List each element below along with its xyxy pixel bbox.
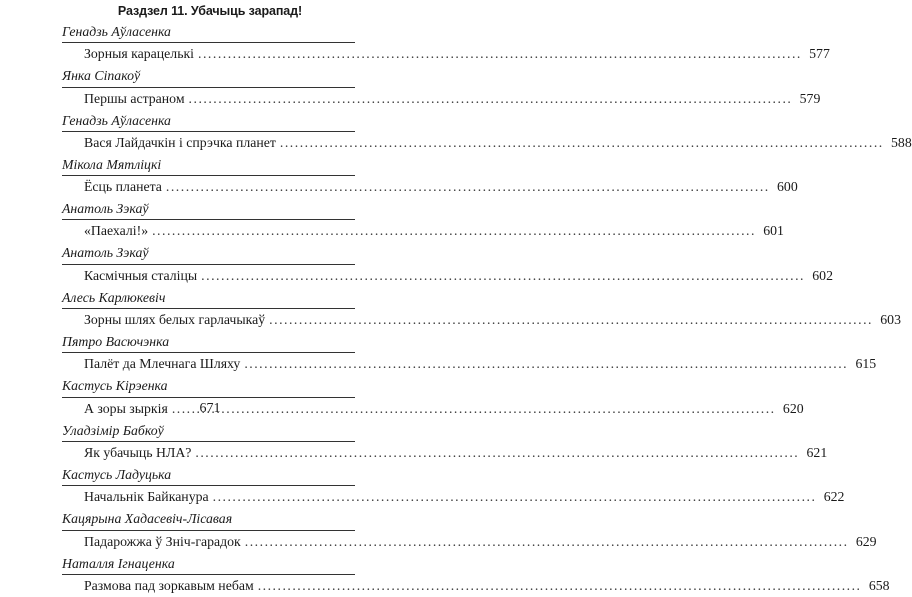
entry-title: Як убачыць НЛА?	[84, 444, 192, 460]
entry-author: Кастусь Кірэенка	[62, 378, 168, 394]
toc-entry[interactable]	[0, 464, 845, 508]
toc-entry[interactable]	[0, 553, 890, 597]
entry-title-line	[84, 132, 912, 153]
toc-entry[interactable]	[0, 420, 828, 464]
entry-author: Кацярына Хадасевіч-Лісавая	[62, 511, 233, 527]
dot-leader	[166, 176, 770, 197]
entry-author: Уладзімір Бабкоў	[62, 422, 164, 438]
entry-author: Пятро Васючэнка	[62, 334, 170, 350]
page-number: 671	[199, 401, 221, 416]
dot-leader	[280, 132, 884, 153]
toc-entry[interactable]	[0, 331, 877, 375]
entry-title-line	[84, 265, 833, 286]
entry-title: Начальнік Байканура	[84, 489, 209, 505]
entry-author: Наталля Ігнаценка	[62, 555, 175, 571]
table-of-contents	[0, 21, 912, 597]
entry-page-number: 588	[891, 134, 912, 150]
entry-title-line	[84, 353, 877, 374]
entry-title: Ёсць планета	[84, 179, 162, 195]
entry-author: Генадзь Аўласенка	[62, 112, 171, 128]
toc-entry[interactable]	[0, 154, 798, 198]
entry-title-line	[84, 309, 901, 330]
entry-page-number: 621	[806, 444, 828, 460]
entry-page-number: 579	[799, 90, 821, 106]
entry-title: Падарожжа ў Зніч-гарадок	[84, 533, 241, 549]
dot-leader	[201, 265, 805, 286]
section-title: Раздзел 11. Убачыць зарапад!	[117, 4, 303, 18]
entry-title: Размова пад зоркавым небам	[84, 577, 254, 593]
dot-leader	[198, 43, 802, 64]
entry-author: Анатоль Зэкаў	[62, 245, 149, 261]
dot-leader	[195, 442, 799, 463]
entry-page-number: 603	[880, 312, 901, 328]
entry-author: Кастусь Ладуцька	[62, 466, 172, 482]
entry-title: Першы астраном	[84, 90, 185, 106]
entry-page-number: 620	[782, 400, 804, 416]
entry-author: Генадзь Аўласенка	[62, 24, 171, 39]
entry-author: Анатоль Зэкаў	[62, 201, 149, 217]
entry-page-number: 600	[777, 179, 798, 195]
toc-entry[interactable]	[0, 21, 830, 65]
entry-page-number: 622	[823, 489, 845, 505]
entry-title: Палёт да Млечнага Шляху	[84, 356, 241, 372]
entry-title: Вася Лайдачкін і спрэчка планет	[84, 134, 276, 150]
entry-author: Алесь Карлюкевіч	[62, 289, 166, 305]
entry-title: Зорныя карацелькі	[84, 46, 195, 62]
entry-title: «Паехалі!»	[84, 223, 149, 239]
entry-title-line	[84, 531, 877, 552]
entry-title: Касмічныя сталіцы	[84, 267, 198, 283]
entry-title: Зорны шлях белых гарлачыкаў	[84, 312, 266, 328]
toc-entry[interactable]	[0, 198, 784, 242]
entry-page-number: 601	[763, 223, 784, 239]
entry-page-number: 629	[855, 533, 877, 549]
entry-author: Янка Сіпакоў	[62, 68, 141, 84]
entry-page-number: 577	[809, 46, 830, 62]
entry-page-number: 615	[855, 356, 877, 372]
entry-title-line	[84, 486, 845, 507]
toc-entry[interactable]	[0, 242, 833, 286]
entry-page-number: 658	[868, 577, 890, 593]
entry-author: Мікола Мятліцкі	[62, 156, 162, 172]
entry-title-line	[84, 220, 784, 241]
dot-leader	[189, 88, 793, 109]
entry-title-line	[84, 43, 830, 64]
toc-entry[interactable]	[0, 110, 912, 154]
dot-leader	[213, 486, 817, 507]
entry-title: А зоры зыркія	[84, 400, 168, 416]
entry-title-line	[84, 575, 890, 596]
toc-entry[interactable]	[0, 65, 821, 109]
toc-entry[interactable]	[0, 508, 877, 552]
toc-entry[interactable]	[0, 287, 901, 331]
entry-title-line	[84, 176, 798, 197]
dot-leader	[245, 531, 849, 552]
entry-title-line	[84, 88, 821, 109]
entry-title-line	[84, 442, 828, 463]
entry-page-number: 602	[812, 267, 833, 283]
dot-leader	[152, 220, 756, 241]
dot-leader	[258, 575, 862, 596]
dot-leader	[244, 353, 848, 374]
dot-leader	[269, 309, 873, 330]
